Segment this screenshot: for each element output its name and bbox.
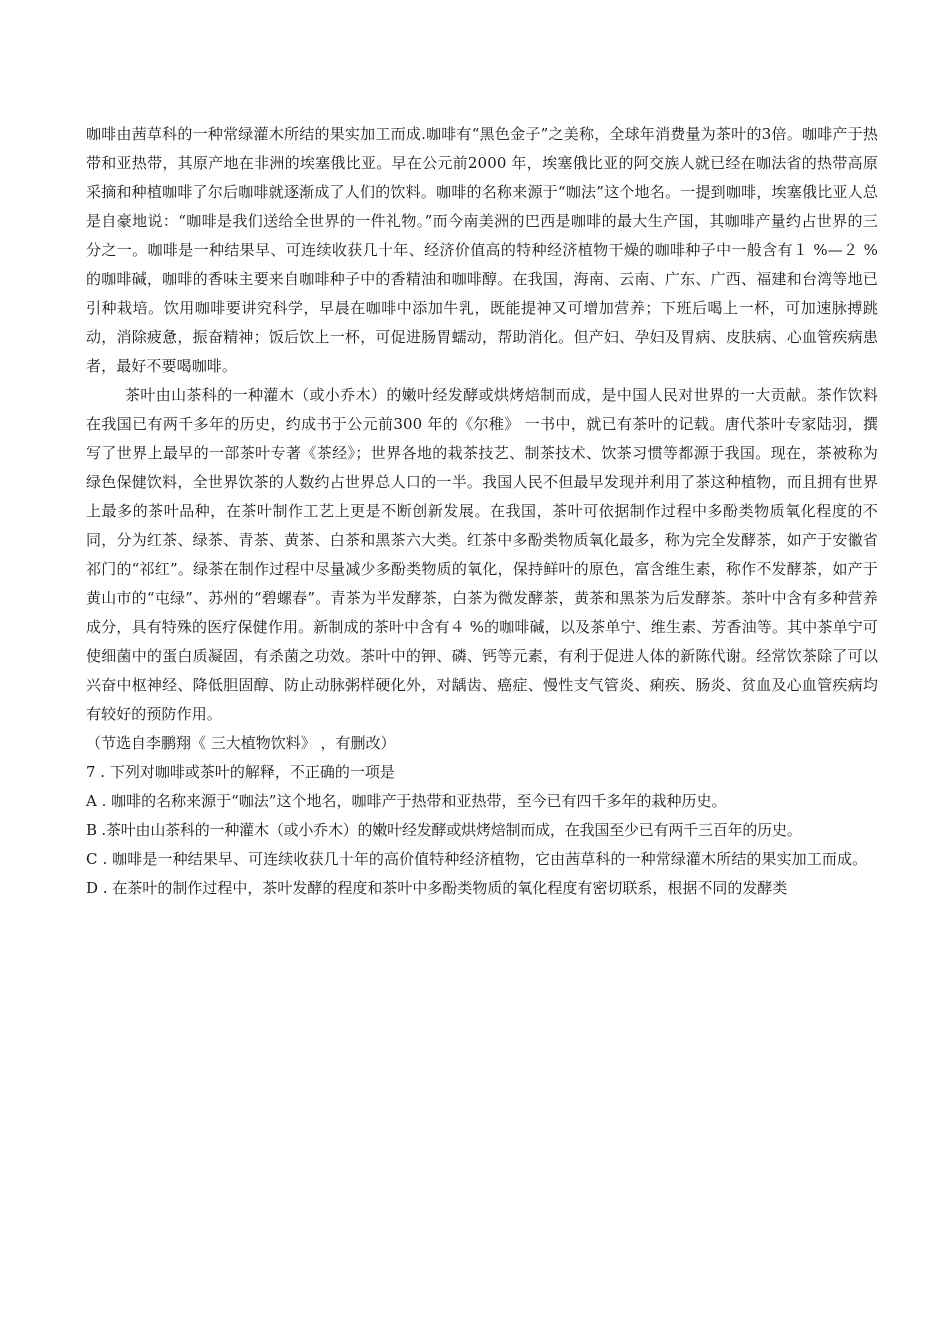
tea-paragraph: 茶叶由山茶科的一种灌木（或小乔木）的嫩叶经发酵或烘烤焙制而成，是中国人民对世界的一大贡献。茶作饮料在我国已有两千多年的历史，约成书于公元前300 年的《尔稚》 一书中，就已有茶叶的记载。唐代茶叶专家陆羽，撰写了世界上最早的一部茶叶专著《茶经》；世界各地的栽茶技艺、制茶技术、饮茶习惯等都源于我国。现在，茶被称为绿色保健饮料，全世界饮茶的人数约占世界总人口的一半。我国人民不但最早发现并利用了茶这种植物，而且拥有世界上最多的茶叶品种，在茶叶制作工艺上更是不断创新发展。在我国，茶叶可依据制作过程中多酚类物质氧化程度的不同，分为红茶、绿茶、青茶、黄茶、白茶和黑茶六大类。红茶中多酚类物质氧化最多，称为完全发酵茶，如产于安徽省祁门的“祁红”。绿茶在制作过程中尽量减少多酚类物质的氧化，保持鲜叶的原色，富含维生素，称作不发酵茶，如产于黄山市的“屯绿”、苏州的“碧螺春”。青茶为半发酵茶，白茶为微发酵茶，黄茶和黑茶为后发酵茶。茶叶中含有多种营养成分，具有特殊的医疗保健作用。新制成的茶叶中含有４ %的咖啡碱，以及茶单宁、维生素、芳香油等。其中茶单宁可使细菌中的蛋白质凝固，有杀菌之功效。茶叶中的钾、磷、钙等元素，有利于促进人体的新陈代谢。经常饮茶除了可以兴奋中枢神经、降低胆固醇、防止动脉粥样硬化外，对龋齿、癌症、慢性支气管炎、痢疾、肠炎、贫血及心血管疾病均有较好的预防作用。	[86, 386, 878, 723]
question-stem: 7 . 下列对咖啡或茶叶的解释，不正确的一项是	[86, 763, 395, 781]
option-a: A . 咖啡的名称来源于“咖法”这个地名，咖啡产于热带和亚热带，至今已有四千多年的栽种历史。	[86, 792, 727, 810]
option-c: C . 咖啡是一种结果早、可连续收获几十年的高价值特种经济植物，它由茜草科的一种常绿灌木所结的果实加工而成。	[86, 850, 868, 868]
coffee-paragraph: 咖啡由茜草科的一种常绿灌木所结的果实加工而成.咖啡有“黑色金子”之美称，全球年消费量为茶叶的3倍。咖啡产于热带和亚热带，其原产地在非洲的埃塞俄比亚。早在公元前2000 年，埃塞俄比亚的阿交族人就已经在咖法省的热带高原采摘和种植咖啡了尔后咖啡就逐渐成了人们的饮料。咖啡的名称来源于“咖法”这个地名。一提到咖啡，埃塞俄比亚人总是自豪地说：“咖啡是我们送给全世界的一件礼物。”而今南美洲的巴西是咖啡的最大生产国，其咖啡产量约占世界的三分之一。咖啡是一种结果早、可连续收获几十年、经济价值高的特种经济植物干燥的咖啡种子中一般含有１ %—２ %的咖啡碱，咖啡的香味主要来自咖啡种子中的香精油和咖啡醇。在我国，海南、云南、广东、广西、福建和台湾等地已引种栽培。饮用咖啡要讲究科学，早晨在咖啡中添加牛乳，既能提神又可增加营养；下班后喝上一杯，可加速脉搏跳动，消除疲惫，振奋精神；饭后饮上一杯，可促进肠胃蠕动，帮助消化。但产妇、孕妇及胃病、皮肤病、心血管疾病患者，最好不要喝咖啡。	[86, 125, 878, 375]
option-d: D . 在茶叶的制作过程中，茶叶发酵的程度和茶叶中多酚类物质的氧化程度有密切联系，根据不同的发酵类	[86, 879, 788, 897]
document-page	[86, 120, 878, 903]
option-b: B .茶叶由山茶科的一种灌木（或小乔木）的嫩叶经发酵或烘烤焙制而成，在我国至少已有两千三百年的历史。	[86, 821, 802, 839]
source-citation: （节选自李鹏翔《 三大植物饮料》 ，有删改）	[86, 734, 396, 752]
